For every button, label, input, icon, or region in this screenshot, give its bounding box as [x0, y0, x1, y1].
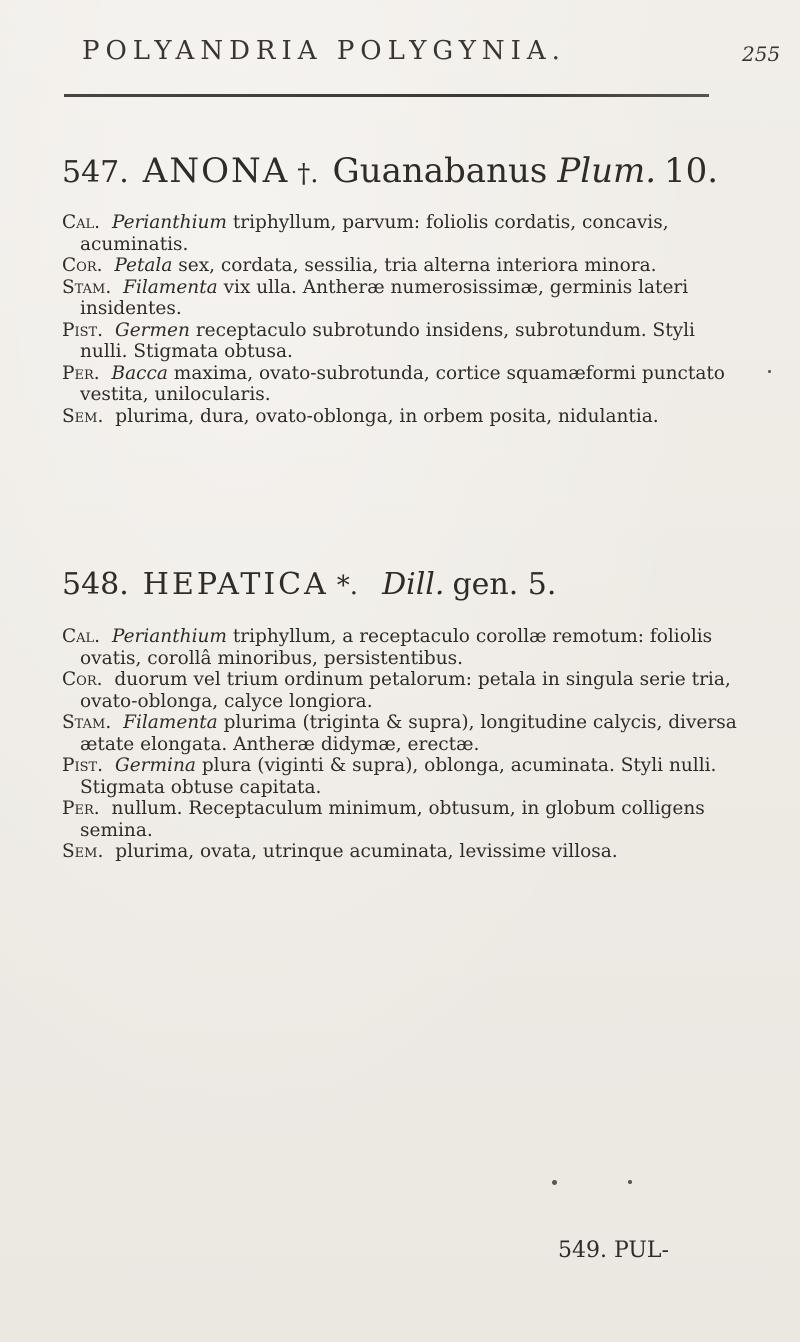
ink-speck — [768, 370, 771, 373]
character-seeds — [62, 841, 742, 863]
part-text: plurima, ovata, utrinque acuminata, levissime villosa. — [115, 841, 618, 862]
part-text: sex, cordata, sessilia, tria alterna interiora minora. — [178, 255, 657, 276]
part-text: plurima, dura, ovato-oblonga, in orbem posita, nidulantia. — [115, 405, 659, 427]
part-label: Pist. — [62, 319, 104, 341]
part-label: Pist. — [62, 755, 104, 776]
organ-name: Filamenta — [123, 276, 218, 298]
part-text: triphyllum, a receptaculo corollæ remotum: foliolis ovatis, corollâ minoribus, persistentibus. — [80, 626, 713, 669]
part-text: vix ulla. Antheræ numerosissimæ, germinis lateri insidentes. — [80, 276, 689, 319]
genus-entry-hepatica — [62, 562, 742, 863]
part-label: Cor. — [62, 255, 103, 276]
part-text: triphyllum, parvum: foliolis cordatis, concavis, acuminatis. — [80, 212, 669, 255]
part-label: Sem. — [62, 405, 104, 427]
ink-speck — [628, 1180, 632, 1184]
genus-synonym: Guanabanus — [332, 151, 548, 191]
character-stamens — [62, 712, 742, 755]
page-number: 255 — [742, 42, 781, 66]
genus-name: HEPATICA — [142, 567, 329, 602]
ink-speck — [552, 1180, 557, 1185]
organ-name: Germen — [114, 319, 190, 341]
character-pistil — [62, 755, 742, 798]
part-label: Cal. — [62, 212, 101, 233]
character-corolla — [62, 669, 742, 712]
entry-title — [62, 148, 742, 194]
part-text: nullum. Receptaculum minimum, obtusum, in globum colligens semina. — [80, 798, 705, 841]
genus-mark: *. — [336, 571, 359, 601]
organ-name: Petala — [114, 255, 173, 276]
part-label: Stam. — [62, 712, 112, 733]
organ-name: Bacca — [111, 362, 168, 384]
entry-number: 548. — [62, 567, 129, 602]
character-pericarp — [62, 363, 742, 406]
part-label: Per. — [62, 798, 100, 819]
genus-reference: 10. — [664, 151, 719, 191]
genus-reference: gen. 5. — [452, 567, 557, 602]
organ-name: Perianthium — [111, 626, 227, 647]
part-label: Sem. — [62, 841, 104, 862]
genus-author: Dill. — [382, 567, 445, 602]
organ-name: Perianthium — [111, 212, 227, 233]
part-label: Stam. — [62, 276, 112, 298]
header-rule — [64, 94, 709, 97]
part-text: plura (viginti & supra), oblonga, acuminata. Styli nulli. Stigmata obtuse capitata. — [80, 755, 717, 798]
part-text: maxima, ovato-subrotunda, cortice squamæformi punctato vestita, unilocularis. — [80, 362, 725, 405]
entry-number: 547. — [62, 155, 129, 190]
character-corolla — [62, 255, 742, 277]
organ-name: Filamenta — [123, 712, 218, 733]
character-stamens — [62, 277, 742, 320]
part-label: Per. — [62, 362, 100, 384]
genus-name: ANONA — [142, 151, 290, 191]
running-head: POLYANDRIA POLYGYNIA. — [82, 36, 566, 66]
part-text: plurima (triginta & supra), longitudine calycis, diversa ætate elongata. Antheræ didymæ, erectæ. — [80, 712, 737, 755]
genus-author: Plum. — [557, 151, 657, 191]
character-calyx — [62, 626, 742, 669]
character-seeds — [62, 406, 742, 428]
part-label: Cal. — [62, 626, 101, 647]
part-label: Cor. — [62, 669, 103, 690]
organ-name: Germina — [114, 755, 196, 776]
entry-title — [62, 562, 742, 608]
character-calyx — [62, 212, 742, 255]
character-pericarp — [62, 798, 742, 841]
character-pistil — [62, 320, 742, 363]
genus-mark: †. — [297, 159, 319, 189]
genus-entry-anona — [62, 148, 742, 427]
catchword: 549. PUL- — [558, 1238, 669, 1263]
part-text: duorum vel trium ordinum petalorum: petala in singula serie tria, ovato-oblonga, calyce longiora. — [80, 669, 731, 712]
part-text: receptaculo subrotundo insidens, subrotundum. Styli nulli. Stigmata obtusa. — [80, 319, 695, 362]
